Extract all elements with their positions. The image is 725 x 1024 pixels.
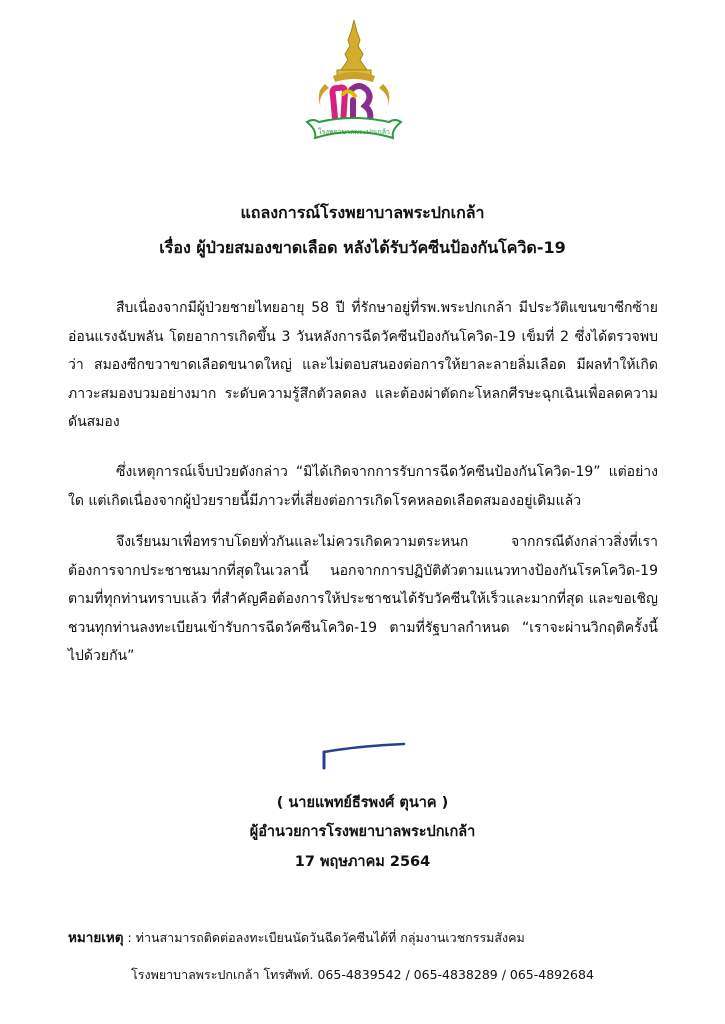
logo-ribbon-text: โรงพยาบาลพระปกเกล้า	[318, 128, 390, 136]
remark-label: หมายเหตุ	[68, 930, 124, 946]
signatory-position: ผู้อำนวยการโรงพยาบาลพระปกเกล้า	[249, 824, 476, 840]
paragraph-text: จึงเรียนมาเพื่อทราบโดยทั่วกันและไม่ควรเกิดความตระหนก จากกรณีดังกล่าวสิ่งที่เราต้องการจากประชาชนมากที่สุดในเวลานี้ นอกจากการปฏิบัติตัวตามแนวทางป้องกันโรคโควิด-19 ตามที่ทุกท่านทราบแล้ว ที่สำคัญคือต้องการให้ประชาชนได้รับวัคซีนให้เร็วและมากที่สุด และขอเชิญชวนทุกท่านลงทะเบียนเข้ารับการฉีดวัคซีนโควิด-19 ตามที่รัฐบาลกำหนด “เราจะผ่านวิกฤติครั้งนี้ไปด้วยกัน”	[68, 534, 658, 664]
signatory-name: ( นายแพทย์ธีรพงศ์ ตุนาค )	[276, 795, 449, 811]
body-paragraph-1	[68, 294, 658, 437]
document-title: แถลงการณ์โรงพยาบาลพระปกเกล้า	[240, 203, 485, 222]
handwritten-signature	[318, 738, 408, 774]
remark	[68, 929, 525, 947]
hospital-logo	[303, 18, 405, 146]
remark-text: : ท่านสามารถติดต่อลงทะเบียนนัดวันฉีดวัคซีนได้ที่ กลุ่มงานเวชกรรมสังคม	[123, 930, 525, 945]
footer-contact: โรงพยาบาลพระปกเกล้า โทรศัพท์. 065-4839542 / 065-4838289 / 065-4892684	[131, 967, 594, 982]
signature-icon	[318, 738, 408, 774]
body-paragraph-3	[68, 528, 658, 671]
document-subject: เรื่อง ผู้ป่วยสมองขาดเลือด หลังได้รับวัคซีนป้องกันโควิด-19	[159, 238, 566, 257]
paragraph-text: ซึ่งเหตุการณ์เจ็บป่วยดังกล่าว “มิได้เกิดจากการรับการฉีดวัคซีนป้องกันโควิด-19” แต่อย่างใด แต่เกิดเนื่องจากผู้ป่วยรายนี้มีภาวะที่เสี่ยงต่อการเกิดโรคหลอดเลือดสมองอยู่เดิมแล้ว	[68, 464, 658, 509]
paragraph-text: สืบเนื่องจากมีผู้ป่วยชายไทยอายุ 58 ปี ที่รักษาอยู่ที่รพ.พระปกเกล้า มีประวัติแขนขาซีกซ้ายอ่อนแรงฉับพลัน โดยอาการเกิดขึ้น 3 วันหลังการฉีดวัคซีนป้องกันโควิด-19 เข็มที่ 2 ซึ่งได้ตรวจพบว่า สมองซีกขวาขาดเลือดขนาดใหญ่ และไม่ตอบสนองต่อการให้ยาละลายลิ่มเลือด มีผลทำให้เกิดภาวะสมองบวมอย่างมาก ระดับความรู้สึกตัวลดลง และต้องผ่าตัดกะโหลกศีรษะฉุกเฉินเพื่อลดความดันสมอง	[68, 300, 658, 430]
hospital-emblem-icon	[303, 18, 405, 146]
body-paragraph-2	[68, 458, 658, 515]
signature-date: 17 พฤษภาคม 2564	[294, 854, 431, 870]
